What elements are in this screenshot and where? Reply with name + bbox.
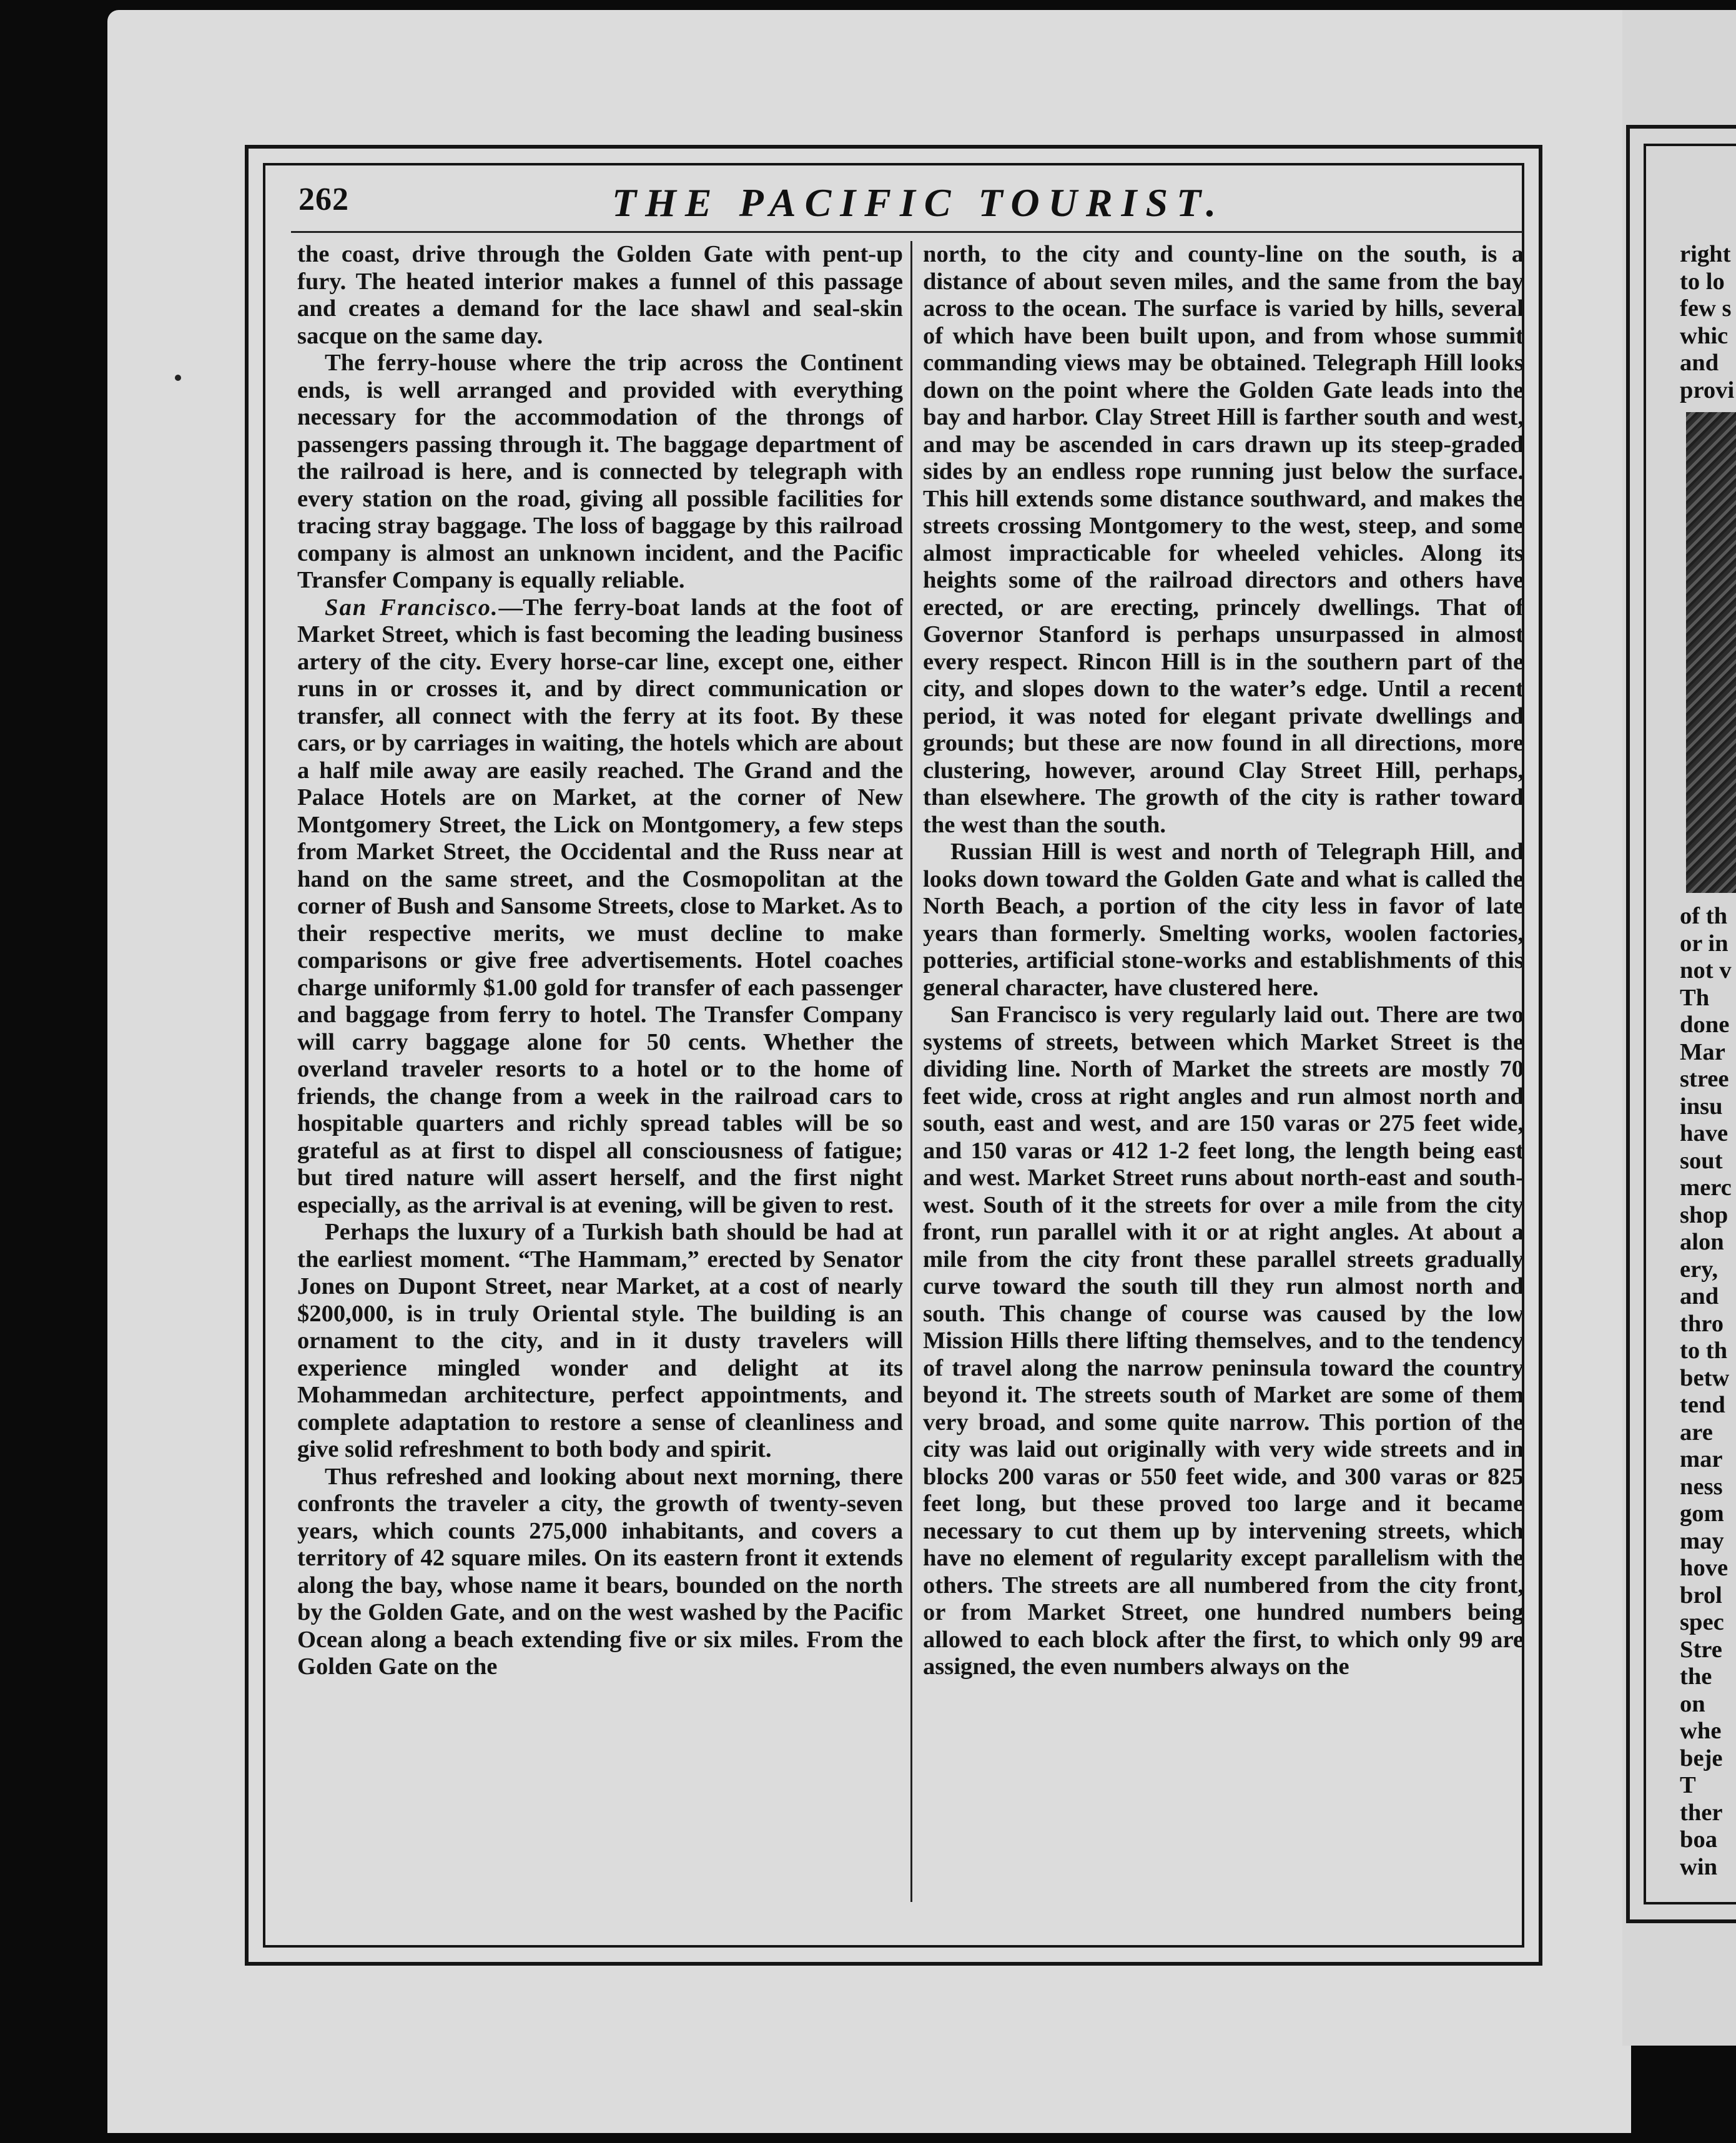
ink-speck [175,375,181,381]
adjacent-page-line: ther [1680,1799,1723,1826]
adjacent-page-line: provi [1680,377,1735,403]
adjacent-page-text-top [1680,241,1736,404]
adjacent-page-line: Th [1680,984,1710,1011]
paragraph: the coast, drive through the Golden Gate with pent-up fury. The heated interior makes a funnel of this passage and creates a demand for the lace shawl and seal-skin sacque on the same day. [297,241,903,349]
paragraph: Thus refreshed and looking about next morning, there confronts the traveler a city, the growth of twenty-seven years, which counts 275,000 inhabitants, and covers a territory of 42 square miles. On its eastern front it extends along the bay, whose name it bears, bounded on the north by the Golden Gate, and on the west washed by the Pacific Ocean along a beach extending five or six miles. From the Golden Gate on the [297,1463,903,1680]
adjacent-page-line: Stre [1680,1636,1722,1663]
adjacent-page-line: the [1680,1663,1712,1690]
paragraph: Russian Hill is west and north of Telegraph Hill, and looks down toward the Golden Gate and what is called the North Beach, a portion of the city less in favor of late years than formerly. Smelting works, woolen factories, potteries, artificial stone-works and establishments of this general character, have clustered here. [923,839,1524,1001]
adjacent-page-line: thro [1680,1310,1724,1337]
adjacent-page-illustration [1686,412,1736,893]
paragraph-text: —The ferry-boat lands at the foot of Market Street, which is fast becoming the leading business artery of the city. Every horse-car line, except one, either runs in or crosses it, and by direct communication or transfer, all connect with the ferry at its foot. By these cars, or by carriages in waiting, the hotels which are about a half mile away are easily reached. The Grand and the Palace Hotels are on Market, at the corner of New Montgomery Street, the Lick on Montgomery, a few steps from Market Street, the Occidental and the Russ near at hand on the same street, and the Cosmopolitan at the corner of Bush and Sansome Streets, close to Market. As to their respective merits, we must decline to make comparisons or give free advertisements. Hotel coaches charge uniformly $1.00 gold for transfer of each passenger and baggage from ferry to hotel. The Transfer Company will carry baggage alone for 50 cents. Whether the overland traveler resorts to a hotel or to the home of friends, the change from a week in the railroad cars to hospitable quarters and richly spread tables will be so grateful as at first to dispel all consciousness of fatigue; but tired nature will assert herself, and the first night especially, as the arrival is at evening, will be given to rest. [297,594,903,1218]
section-heading: San Francisco. [325,594,499,621]
adjacent-page-line: boa [1680,1826,1718,1853]
adjacent-page-line: win [1680,1853,1718,1880]
adjacent-page-line: brol [1680,1582,1722,1608]
adjacent-page-line: beje [1680,1745,1723,1771]
adjacent-page-line: whe [1680,1718,1722,1744]
adjacent-page-line: tend [1680,1392,1725,1418]
adjacent-page-line: mar [1680,1446,1723,1472]
adjacent-page-line: not v [1680,957,1732,983]
right-column [923,241,1524,1681]
adjacent-page-line: Mar [1680,1038,1725,1065]
adjacent-page-line: ery, [1680,1256,1719,1283]
adjacent-page-line: done [1680,1012,1730,1038]
adjacent-page-line: ness [1680,1473,1723,1500]
adjacent-page-line: betw [1680,1364,1730,1391]
paragraph: Perhaps the luxury of a Turkish bath should be had at the earliest moment. “The Hammam,” erected by Senator Jones on Dupont Street, near Market, at a cost of nearly $200,000, is in truly Oriental style. The building is an ornament to the city, and in it dusty travelers will experience mingled wonder and delight at its Mohammedan architecture, perfect appointments, and complete adaptation to restore a sense of cleanliness and give solid refreshment to both body and spirit. [297,1219,903,1462]
paragraph [297,594,903,1219]
adjacent-page-line: insu [1680,1093,1723,1120]
adjacent-page-line: whic [1680,322,1729,349]
page-number: 262 [298,182,349,217]
adjacent-page-line: on [1680,1690,1705,1717]
adjacent-page-line: T [1680,1772,1696,1798]
adjacent-page-line: stree [1680,1066,1729,1092]
adjacent-page-line: or in [1680,930,1729,957]
adjacent-page-line: spec [1680,1609,1724,1635]
column-divider [910,241,912,1902]
header-rule [291,231,1522,233]
adjacent-page-line: alon [1680,1229,1724,1255]
adjacent-page-line: are [1680,1419,1713,1446]
adjacent-page-line: and [1680,1283,1719,1309]
paragraph: The ferry-house where the trip across the Continent ends, is well arranged and provided with everything necessary for the accommodation of the throngs of passengers passing through it. The baggage department of the railroad is here, and is connected by telegraph with every station on the road, giving all possible facilities for tracing stray baggage. The loss of baggage by this railroad company is almost an unknown incident, and the Pacific Transfer Company is equally reliable. [297,350,903,593]
adjacent-page-line: may [1680,1527,1724,1554]
adjacent-page-line: of th [1680,903,1728,929]
adjacent-page-line: hove [1680,1555,1729,1581]
adjacent-page-text-bottom [1680,903,1736,1881]
adjacent-page-line: sout [1680,1147,1723,1174]
adjacent-page-line: to lo [1680,268,1725,295]
paragraph: north, to the city and county-line on the south, is a distance of about seven miles, and the same from the bay across to the ocean. The surface is varied by hills, several of which have been built upon, and from whose summit commanding views may be obtained. Telegraph Hill looks down on the point where the Golden Gate leads into the bay and harbor. Clay Street Hill is farther south and west, and may be ascended in cars drawn up its steep-graded sides by an endless rope running just below the surface. This hill extends some distance southward, and makes the streets crossing Montgomery to the west, steep, and some almost impracticable for wheeled vehicles. Along its heights some of the railroad directors and others have erected, or are erecting, princely dwellings. That of Governor Stanford is perhaps unsurpassed in almost every respect. Rincon Hill is in the southern part of the city, and slopes down to the water’s edge. Until a recent period, it was noted for elegant private dwellings and grounds; but these are now found in all directions, more clustering, however, around Clay Street Hill, perhaps, than elsewhere. The growth of the city is rather toward the west than the south. [923,241,1524,838]
adjacent-page-line: gom [1680,1500,1724,1527]
adjacent-page-line: right [1680,241,1731,267]
adjacent-page-line: to th [1680,1338,1728,1364]
running-head: THE PACIFIC TOURIST. [612,180,1225,225]
adjacent-page-line: shop [1680,1201,1729,1228]
adjacent-page-line: merc [1680,1175,1732,1201]
adjacent-page-line: and [1680,350,1719,376]
adjacent-page-line: few s [1680,295,1732,322]
left-column [297,241,903,1681]
paragraph: San Francisco is very regularly laid out. There are two systems of streets, between which Market Street is the dividing line. North of Market the streets are mostly 70 feet wide, cross at right angles and run almost north and south, east and west, and are 150 varas or 275 feet wide, and 150 varas or 412 1-2 feet long, the length being east and west. Market Street runs about north-east and south-west. South of it the streets for over a mile from the city front, run parallel with it or at right angles. At about a mile from the city front these parallel streets gradually curve toward the south till they run almost north and south. This change of course was caused by the low Mission Hills there lifting themselves, and to the tendency of travel along the narrow peninsula toward the country beyond it. The streets south of Market are some of them very broad, and some quite narrow. This portion of the city was laid out originally with very wide streets and in blocks 200 varas or 550 feet wide, and 300 varas or 825 feet long, but these proved too large and it became necessary to cut them up by intervening streets, which have no element of regularity except parallelism with the others. The streets are all numbered from the city front, or from Market Street, one hundred numbers being allowed to each block after the first, to which only 99 are assigned, the even numbers always on the [923,1002,1524,1680]
adjacent-page-line: have [1680,1120,1729,1146]
